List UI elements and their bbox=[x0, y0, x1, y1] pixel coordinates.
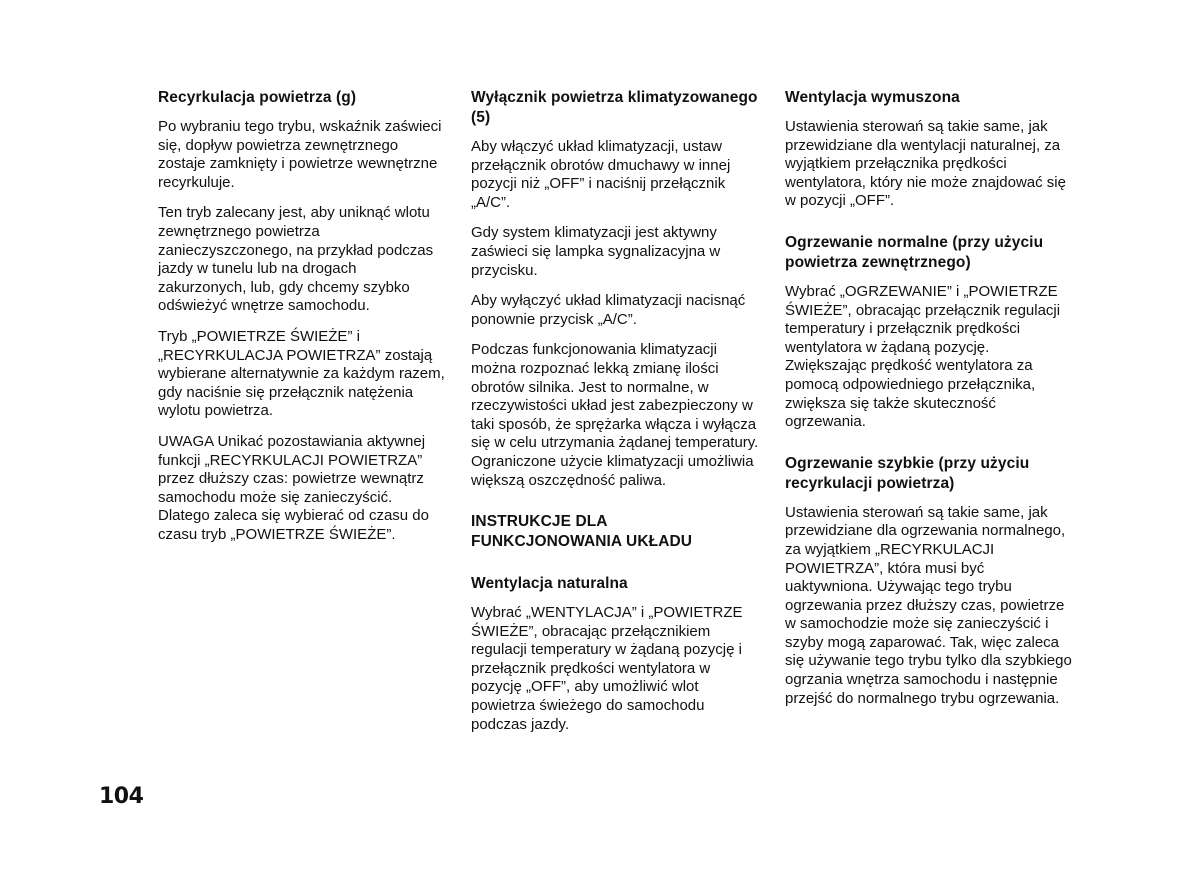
heading-operation-instructions: INSTRUKCJE DLA FUNKCJONOWANIA UKŁADU bbox=[471, 513, 693, 551]
heading-fast-heating: Ogrzewanie szybkie (przy użyciu recyrkulacji powietrza) bbox=[785, 454, 1030, 492]
heading-normal-heating: Ogrzewanie normalne (przy użyciu powietrza zewnętrznego) bbox=[785, 233, 1044, 271]
paragraph-normal-heating: Wybrać „OGRZEWANIE” i „POWIETRZE ŚWIEŻE”, obracając przełącznik regulacji temperatury i przełącznik prędkości wentylatora w żądaną pozycję. Zwiększając prędkość wentylatora za pomocą odpowiedniego przełącznika, zwiększa się także skuteczność ogrzewania. bbox=[785, 282, 1061, 431]
paragraph-recirculation-use: Ten tryb zalecany jest, aby uniknąć wlotu zewnętrznego powietrza zanieczyszczonego, na przykład podczas jazdy w tunelu lub na drogach zakurzonych, lub, gdy chcemy szybko odświeżyć wnętrze samochodu. bbox=[158, 204, 434, 315]
heading-ac-switch: Wyłącznik powietrza klimatyzowanego (5) bbox=[471, 89, 758, 126]
paragraph-mode-toggle: Tryb „POWIETRZE ŚWIEŻE” i „RECYRKULACJA POWIETRZA” zostają wybierane alternatywnie za każdym razem, gdy naciśnie się przełącznik natężenia wylotu powietrza. bbox=[158, 327, 445, 420]
page-number: 104 bbox=[99, 784, 144, 809]
column-left bbox=[158, 88, 448, 556]
heading-natural-ventilation: Wentylacja naturalna bbox=[471, 575, 628, 593]
paragraph-ac-off: Aby wyłączyć układ klimatyzacji nacisnąć ponownie przycisk „A/C”. bbox=[471, 292, 746, 328]
paragraph-ac-on: Aby włączyć układ klimatyzacji, ustaw przełącznik obrotów dmuchawy w innej pozycji niż „OFF” i naciśnij przełącznik „A/C”. bbox=[471, 138, 731, 211]
heading-recirculation: Recyrkulacja powietrza (g) bbox=[158, 89, 357, 106]
column-middle bbox=[471, 88, 761, 746]
column-right bbox=[785, 88, 1075, 720]
paragraph-forced-ventilation: Ustawienia sterowań są takie same, jak przewidziane dla wentylacji naturalnej, za wyjątkiem przełącznika prędkości wentylatora, który nie może znajdować się w pozycji „OFF”. bbox=[785, 118, 1066, 210]
heading-forced-ventilation: Wentylacja wymuszona bbox=[785, 89, 960, 106]
paragraph-natural-ventilation: Wybrać „WENTYLACJA” i „POWIETRZE ŚWIEŻE”, obracając przełącznikiem regulacji temperatury w żądaną pozycję i przełącznik prędkości wentylatora w pozycję „OFF”, aby umożliwić wlot powietrza świeżego do samochodu podczas jazdy. bbox=[471, 604, 743, 733]
paragraph-ac-lamp: Gdy system klimatyzacji jest aktywny zaświeci się lampka sygnalizacyjna w przycisku. bbox=[471, 224, 721, 279]
paragraph-recirculation-mode: Po wybraniu tego trybu, wskaźnik zaświeci się, dopływ powietrza zewnętrznego zostaje zamknięty i powietrze wewnętrzne recyrkuluje. bbox=[158, 118, 442, 191]
paragraph-fast-heating: Ustawienia sterowań są takie same, jak przewidziane dla ogrzewania normalnego, za wyjątkiem „RECYRKULACJI POWIETRZA”, która musi być uaktywniona. Używając tego trybu ogrzewania przez dłuższy czas, powietrze w samochodzie może się zanieczyścić i szyby mogą zaparować. Tak, więc zaleca się używanie tego trybu tylko dla szybkiego ogrzania wnętrza samochodu i następnie przejść do normalnego trybu ogrzewania. bbox=[785, 503, 1072, 707]
paragraph-warning: UWAGA Unikać pozostawiania aktywnej funkcji „RECYRKULACJI POWIETRZA” przez dłuższy czas: powietrze wewnątrz samochodu może się zanieczyścić. Dlatego zaleca się wybierać od czasu do czasu tryb „POWIETRZE ŚWIEŻE”. bbox=[158, 432, 429, 543]
paragraph-ac-engine: Podczas funkcjonowania klimatyzacji można rozpoznać lekką zmianę ilości obrotów silnika. Jest to normalne, w rzeczywistości układ jest zabezpieczony w taki sposób, że sprężarka włącza i wyłącza się w celu utrzymania żądanej temperatury. Ograniczone użycie klimatyzacji umożliwia większą oszczędność paliwa. bbox=[471, 341, 759, 489]
